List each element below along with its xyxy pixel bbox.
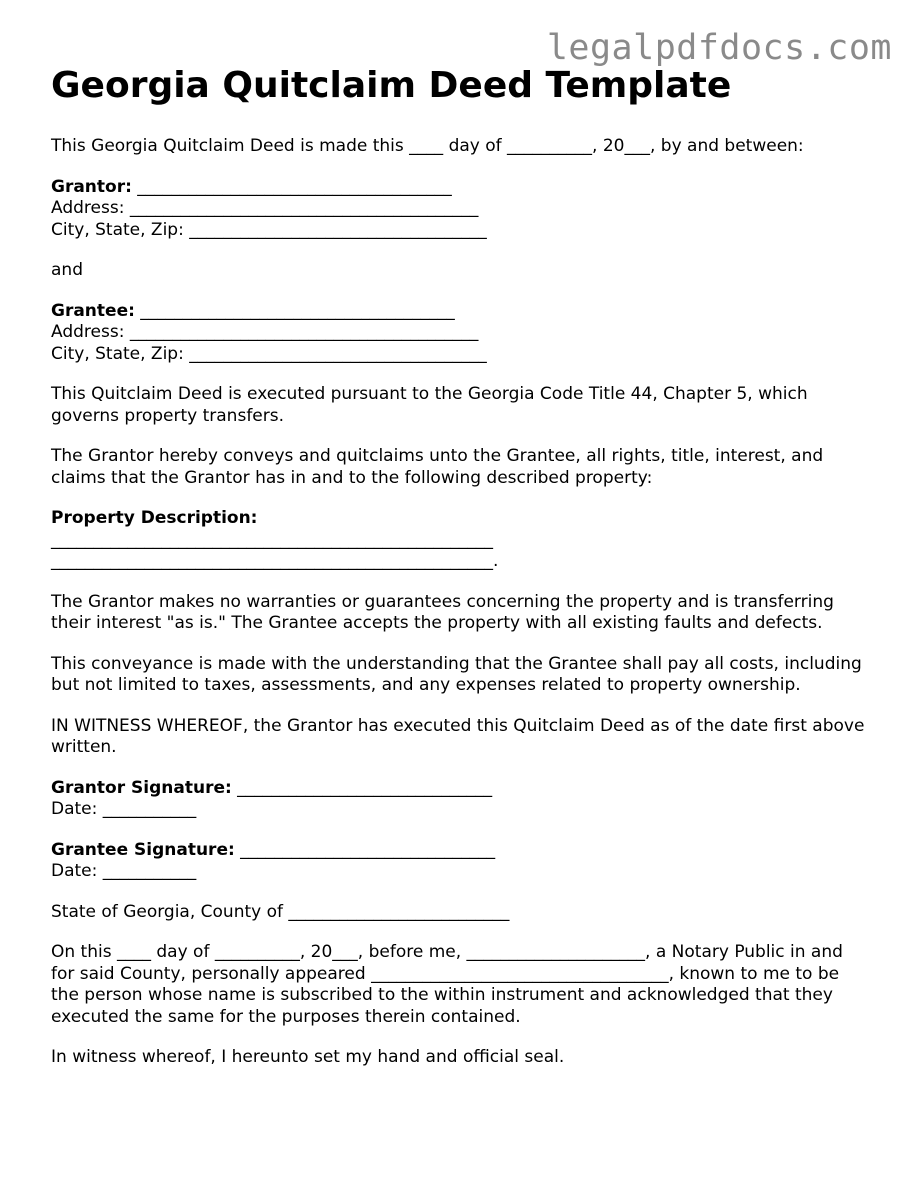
- county-line: State of Georgia, County of __________________________: [51, 901, 510, 922]
- property-description-line-1: ____________________________________________________: [51, 529, 493, 550]
- grantee-address-line: Address: _________________________________________: [51, 322, 479, 342]
- pursuant-paragraph: This Quitclaim Deed is executed pursuant to the Georgia Code Title 44, Chapter 5, which governs property transfers.: [51, 384, 808, 426]
- property-description-label: Property Description:: [51, 508, 258, 528]
- grantor-signature-block: [51, 778, 871, 821]
- notary-paragraph: On this ____ day of __________, 20___, before me, _____________________, a Notary Public in and for said County, personally appeared ___________________________________, known to me to be the person whose name is subscribed to the within instrument and acknowledged that they executed the same for the purposes therein contained.: [51, 942, 843, 1027]
- grantee-signature-label: Grantee Signature:: [51, 839, 235, 860]
- watermark: legalpdfdocs.com: [546, 28, 892, 68]
- warranties-paragraph: The Grantor makes no warranties or guarantees concerning the property and is transferring their interest "as is." The Grantee accepts the property with all existing faults and defects.: [51, 591, 834, 633]
- costs-paragraph: This conveyance is made with the understanding that the Grantee shall pay all costs, including but not limited to taxes, assessments, and any expenses related to property ownership.: [51, 653, 862, 695]
- and-text: and: [51, 260, 83, 280]
- grantor-signature-blank: ______________________________: [231, 777, 493, 798]
- property-description-block: [51, 508, 871, 573]
- grantee-signature-date-line: Date: ___________: [51, 861, 197, 881]
- intro-paragraph: This Georgia Quitclaim Deed is made this ____ day of __________, 20___, by and between:: [51, 136, 804, 156]
- grantor-name-blank: _____________________________________: [131, 176, 452, 197]
- seal-paragraph: In witness whereof, I hereunto set my hand and official seal.: [51, 1047, 565, 1067]
- document-title: Georgia Quitclaim Deed Template: [51, 65, 732, 106]
- conveys-paragraph: The Grantor hereby conveys and quitclaims unto the Grantee, all rights, title, interest, and claims that the Grantor has in and to the following described property:: [51, 446, 824, 488]
- grantor-signature-line: [51, 778, 871, 800]
- grantee-city-state-zip-line: City, State, Zip: ___________________________________: [51, 343, 487, 364]
- grantee-signature-block: [51, 840, 871, 883]
- witness-paragraph: IN WITNESS WHEREOF, the Grantor has executed this Quitclaim Deed as of the date first above written.: [51, 715, 865, 757]
- grantor-city-state-zip-line: City, State, Zip: ___________________________________: [51, 219, 487, 240]
- grantee-block: [51, 301, 871, 366]
- grantor-label: Grantor:: [51, 176, 132, 197]
- grantor-block: [51, 177, 871, 242]
- grantee-label: Grantee:: [51, 300, 135, 321]
- grantee-signature-line: [51, 840, 871, 862]
- document-body: [51, 64, 871, 1088]
- grantee-signature-blank: ______________________________: [234, 839, 496, 860]
- grantee-name-line: [51, 301, 871, 323]
- grantor-address-line: Address: _________________________________________: [51, 198, 479, 218]
- grantee-name-blank: _____________________________________: [134, 300, 455, 321]
- grantor-name-line: [51, 177, 871, 199]
- grantor-signature-label: Grantor Signature:: [51, 777, 232, 798]
- grantor-signature-date-line: Date: ___________: [51, 799, 197, 819]
- property-description-line-2: ____________________________________________________.: [51, 551, 499, 571]
